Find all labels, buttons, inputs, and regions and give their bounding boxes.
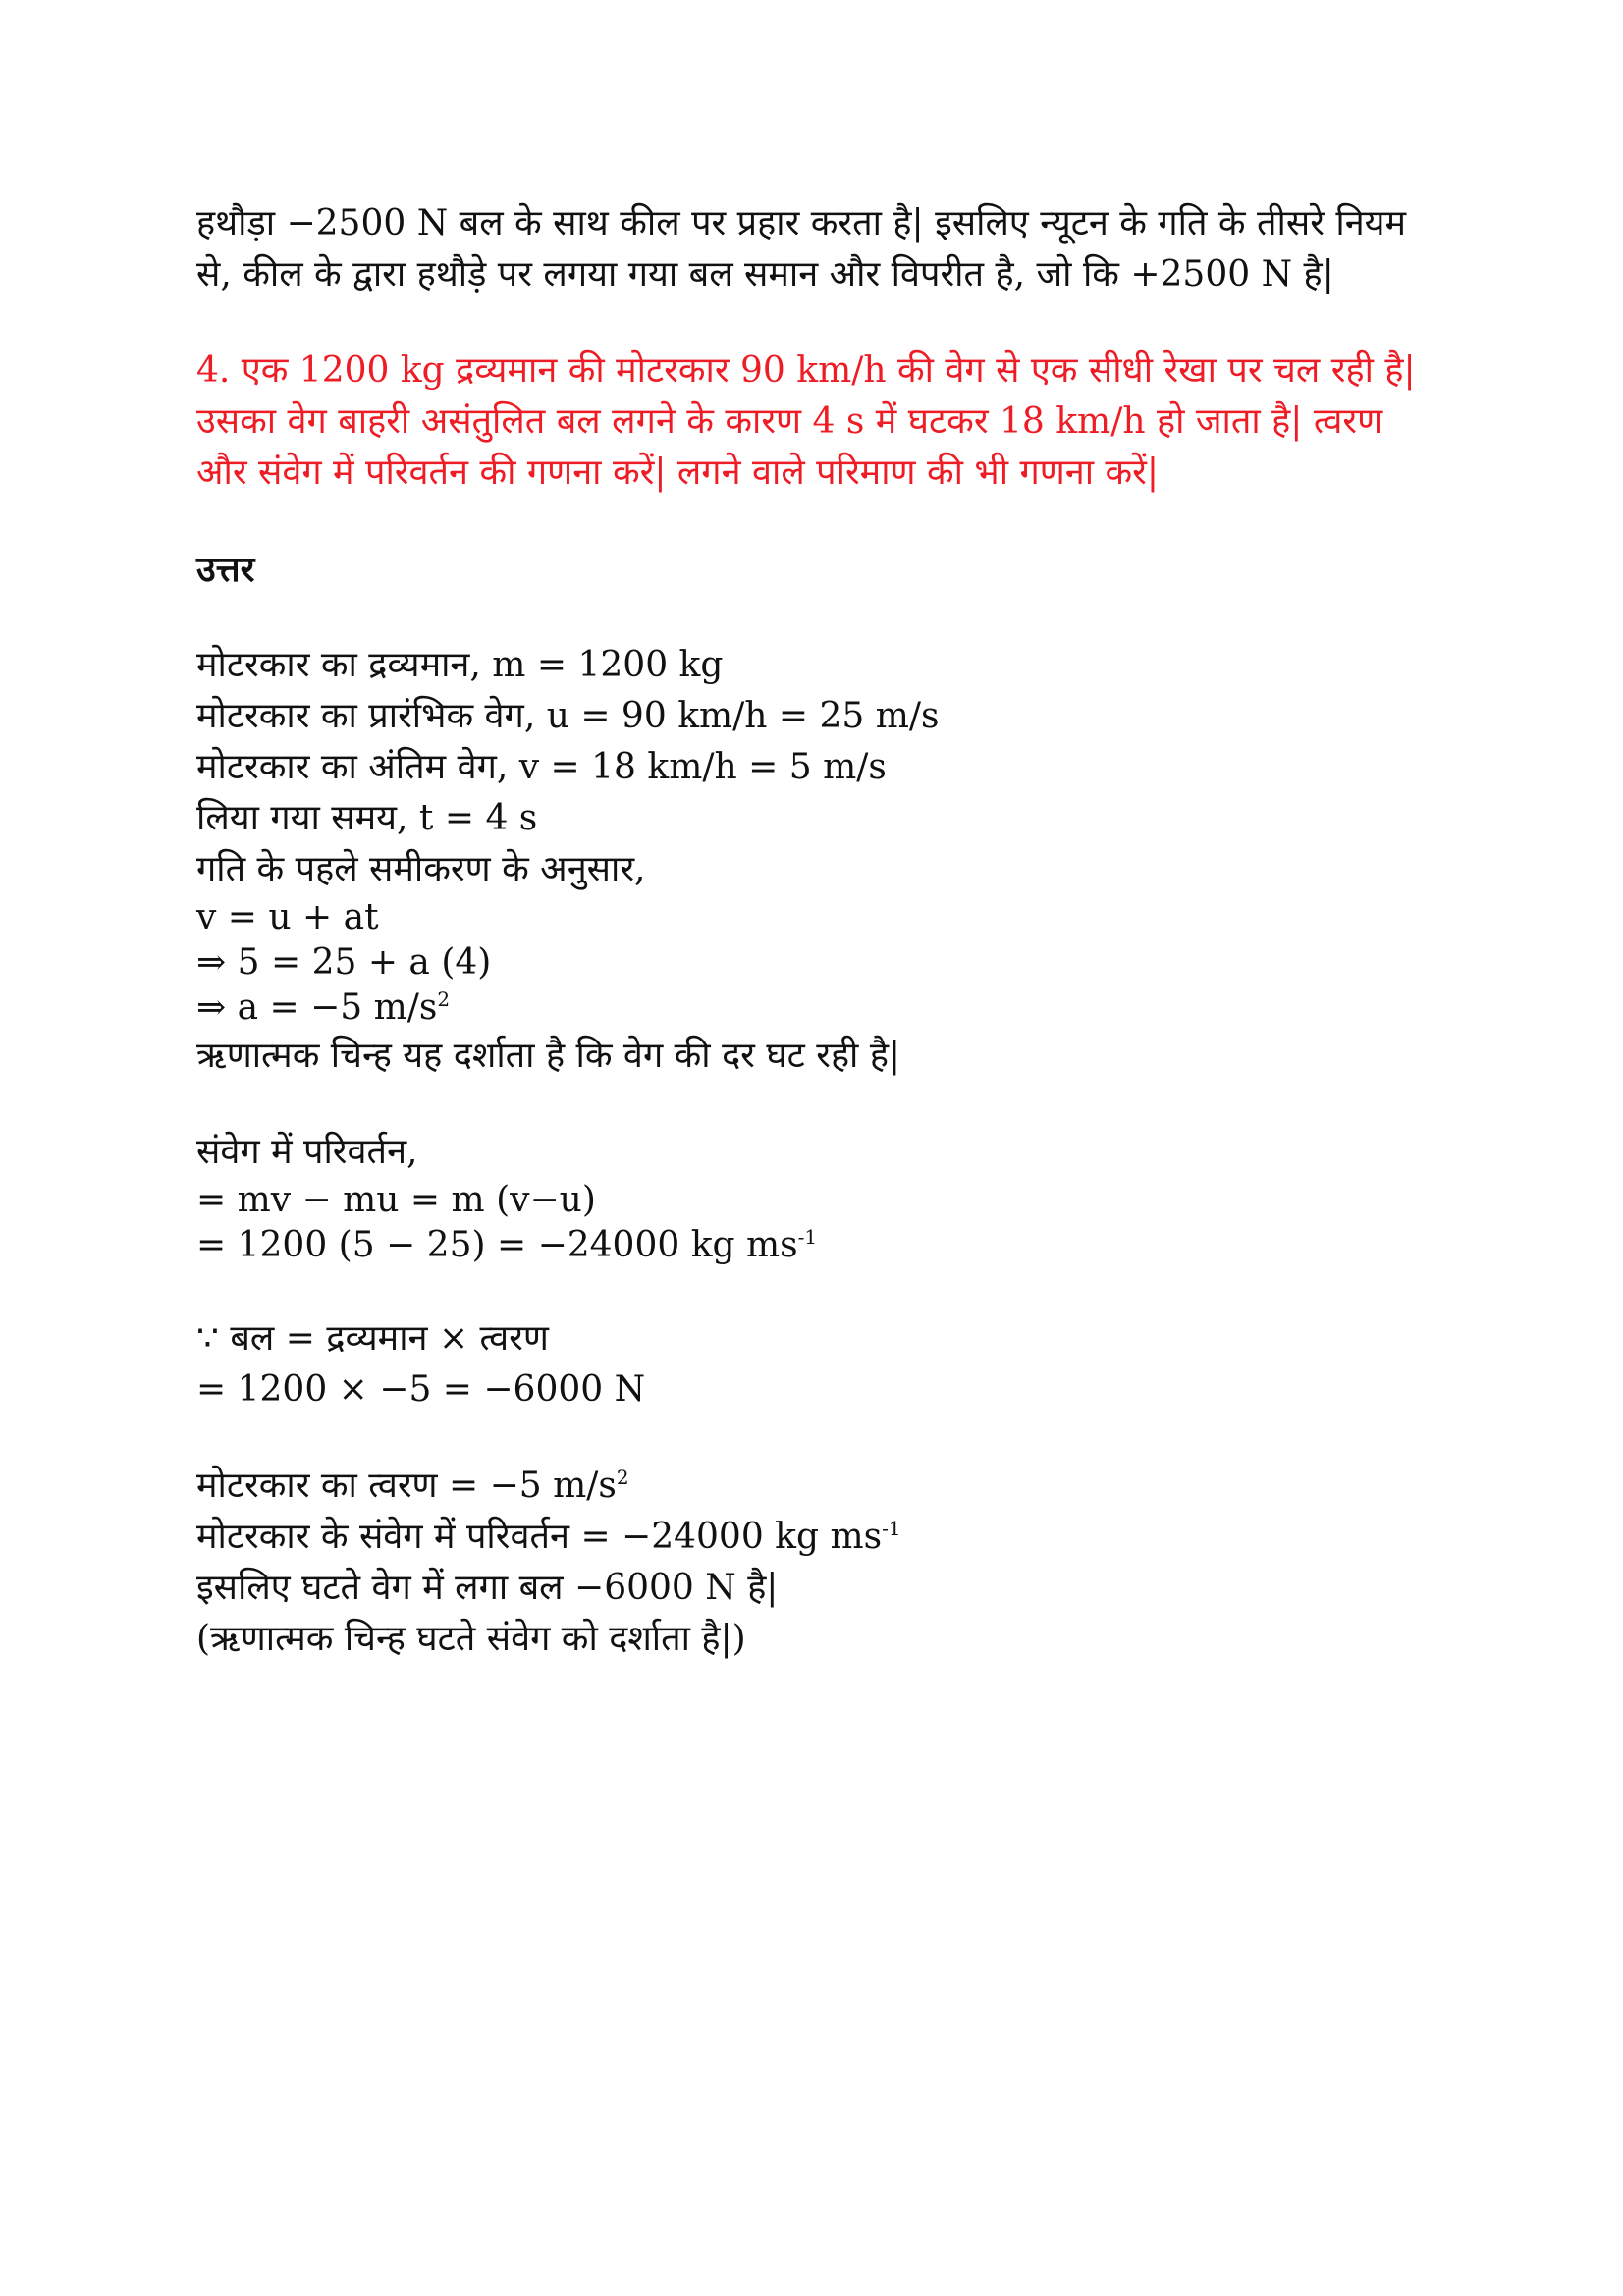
superscript: 2	[437, 988, 451, 1011]
spacer	[196, 1268, 1434, 1313]
intro-paragraph: हथौड़ा −2500 N बल के साथ कील पर प्रहार करता है| इसलिए न्यूटन के गति के तीसरे नियम से, कील के द्वारा हथौड़े पर लगया गया बल समान और विपरीत है, जो कि +2500 N है|	[196, 203, 1407, 294]
equation-intro: गति के पहले समीकरण के अनुसार,	[196, 849, 646, 889]
superscript: 2	[616, 1466, 629, 1489]
spacer	[196, 1082, 1434, 1127]
summary-momentum	[196, 1512, 1434, 1563]
spacer	[196, 595, 1434, 640]
spacer	[196, 1415, 1434, 1461]
momentum-heading: संवेग में परिवर्तन,	[196, 1132, 418, 1172]
acceleration-working	[196, 895, 1434, 1082]
given-initial-velocity: मोटरकार का प्रारंभिक वेग, u = 90 km/h = 25 m/s	[196, 696, 940, 736]
summary-note: (ऋणात्मक चिन्ह घटते संवेग को दर्शाता है|)	[196, 1619, 746, 1659]
given-mass: मोटरकार का द्रव्यमान, m = 1200 kg	[196, 645, 724, 685]
superscript: -1	[797, 1225, 818, 1249]
momentum-line-1: = mv − mu = m (v−u)	[196, 1180, 596, 1220]
acceleration-result-text: ⇒ a = −5 m/s	[196, 988, 438, 1028]
summary-acceleration-text: मोटरकार का त्वरण = −5 m/s	[196, 1466, 617, 1506]
equation-line: v = u + at	[196, 897, 379, 937]
given-time: लिया गया समय, t = 4 s	[196, 798, 538, 838]
given-values	[196, 640, 1434, 895]
spacer	[196, 300, 1434, 346]
force-formula: ∵ बल = द्रव्यमान × त्वरण	[196, 1318, 549, 1359]
summary-force: इसलिए घटते वेग में लगा बल −6000 N है|	[196, 1568, 779, 1608]
momentum-line-2-text: = 1200 (5 − 25) = −24000 kg ms	[196, 1225, 798, 1265]
summary-acceleration	[196, 1461, 1434, 1512]
question-paragraph: 4. एक 1200 kg द्रव्यमान की मोटरकार 90 km/h की वेग से एक सीधी रेखा पर चल रही है| उसका वेग बाहरी असंतुलित बल लगने के कारण 4 s में घटकर 18 km/h हो जाता है| त्वरण और संवेग में परिवर्तन की गणना करें| लगने वाले परिमाण की भी गणना करें|	[196, 350, 1416, 493]
acceleration-note: ऋणात्मक चिन्ह यह दर्शाता है कि वेग की दर घट रही है|	[196, 1036, 901, 1076]
page-content	[196, 198, 1434, 1665]
superscript: -1	[882, 1517, 901, 1540]
momentum-line-2	[196, 1223, 1434, 1268]
force-working	[196, 1313, 1434, 1415]
acceleration-result	[196, 986, 1434, 1031]
equation-line: ⇒ 5 = 25 + a (4)	[196, 942, 492, 983]
given-final-velocity: मोटरकार का अंतिम वेग, v = 18 km/h = 5 m/s	[196, 747, 887, 787]
force-calculation: = 1200 × −5 = −6000 N	[196, 1369, 646, 1410]
momentum-working	[196, 1127, 1434, 1268]
answer-heading: उत्तर	[196, 549, 255, 590]
summary	[196, 1461, 1434, 1665]
summary-momentum-text: मोटरकार के संवेग में परिवर्तन = −24000 kg ms	[196, 1517, 883, 1557]
spacer	[196, 499, 1434, 544]
